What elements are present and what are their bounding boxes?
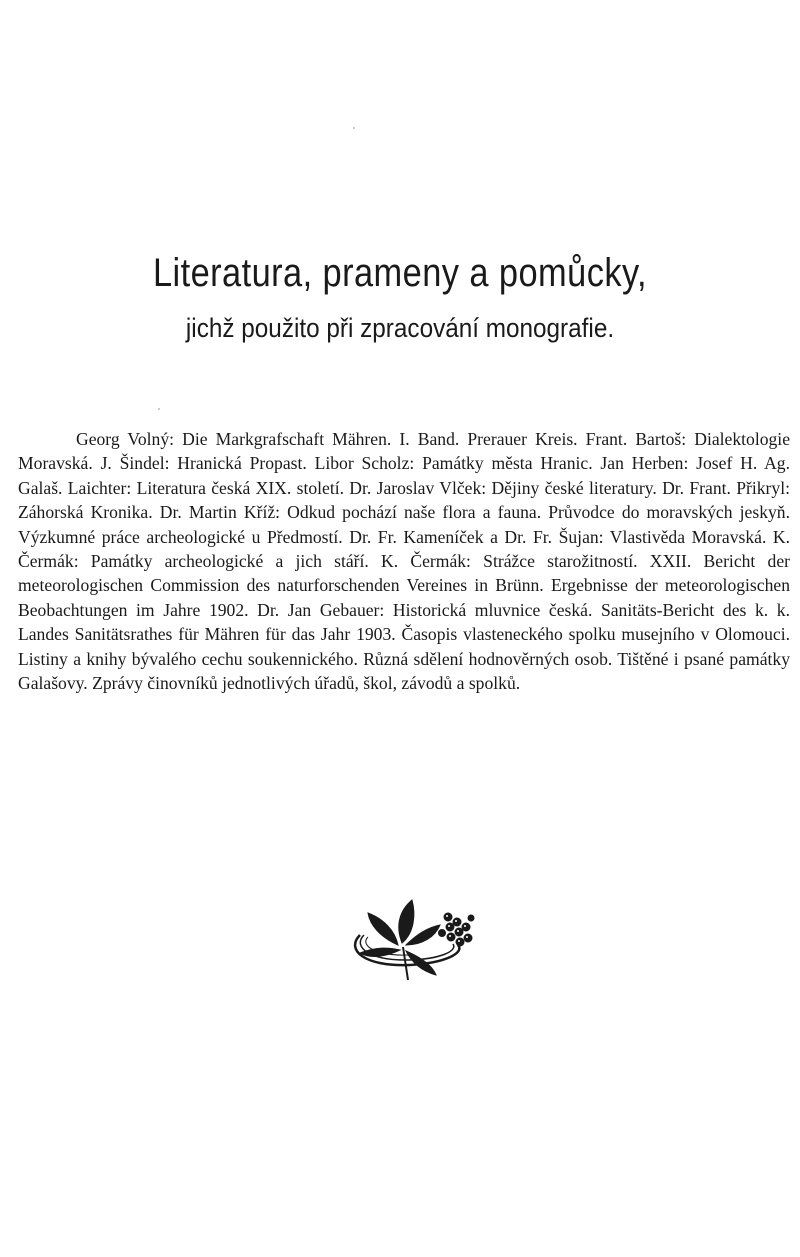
bibliography-paragraph: Georg Volný: Die Markgrafschaft Mähren. I. Band. Prerauer Kreis. Frant. Bartoš: Dialektologie Moravská. J. Šindel: Hranická Propast. Libor Scholz: Památky města Hranic. Jan Herben: Josef H. Ag. Galaš. Laichter: Literatura česká XIX. století. Dr. Jaroslav Vlček: Dějiny české literatury. Dr. Frant. Přikryl: Záhorská Kronika. Dr. Martin Kříž: Odkud pochází naše flora a fauna. Průvodce do moravských jeskyň. Výzkumné práce archeologické u Předmostí. Dr. Fr. Kameníček a Dr. Fr. Šujan: Vlastivěda Moravská. K. Čermák: Památky archeologické a jich stáří. K. Čermák: Strážce starožitností. XXII. Bericht der meteorologischen Commission des naturforschenden Vereines in Brünn. Ergebnisse der meteorologischen Beobachtungen im Jahre 1902. Dr. Jan Gebauer: Historická mluvnice česká. Sanitäts-Bericht des k. k. Landes Sanitätsrathes für Mähren für das Jahr 1903. Časopis vlasteneckého spolku musejního v Olomouci. Listiny a knihy bývalého cechu soukennického. Různá sdělení hodnověrných osob. Tištěné i psané památky Galašovy. Zprávy činovníků jednotlivých úřadů, škol, závodů a spolků.	[18, 429, 790, 694]
print-speck	[158, 408, 160, 410]
print-speck	[353, 127, 355, 129]
floral-ornament-icon	[340, 895, 485, 985]
page-title: Literatura, prameny a pomůcky,	[152, 251, 648, 295]
page-subtitle: jichž použito při zpracování monografie.	[185, 313, 615, 343]
